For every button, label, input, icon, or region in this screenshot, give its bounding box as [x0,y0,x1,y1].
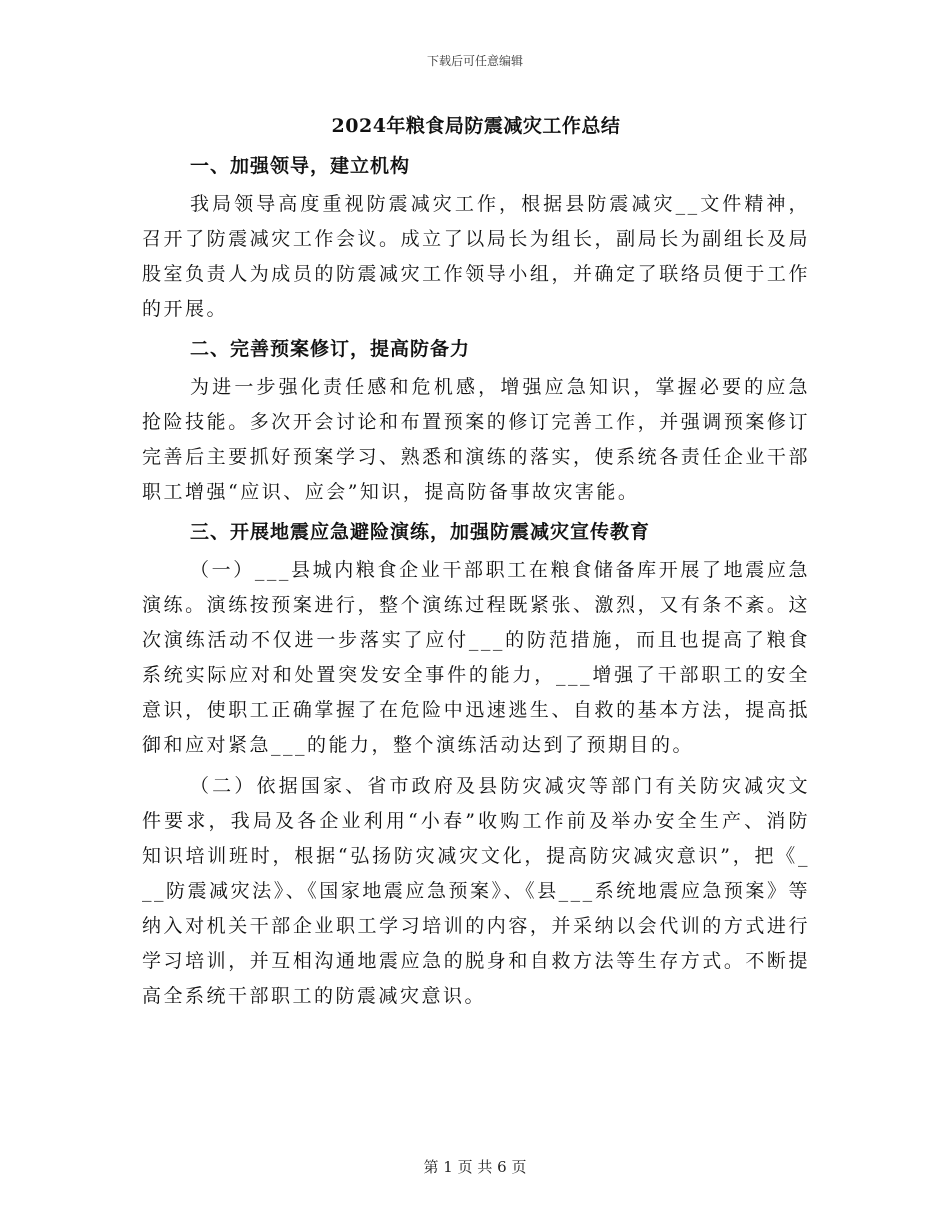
paragraph: （一）___县城内粮食企业干部职工在粮食储备库开展了地震应急演练。演练按预案进行，整个演练过程既紧张、激烈，又有条不紊。这次演练活动不仅进一步落实了应付___的防范措施，而且也提高了粮食系统实际应对和处置突发安全事件的能力，___增强了干部职工的安全意识，使职工正确掌握了在危险中迅速逃生、自救的基本方法，提高抵御和应对紧急___的能力，整个演练活动达到了预期目的。 [142,559,810,756]
section-heading: 一、加强领导，建立机构 [190,155,411,177]
section-heading: 三、开展地震应急避险演练，加强防震减灾宣传教育 [190,521,651,543]
paragraph: （二）依据国家、省市政府及县防灾减灾等部门有关防灾减灾文件要求，我局及各企业利用“小春”收购工作前及举办安全生产、消防知识培训班时，根据“弘扬防灾减灾文化，提高防灾减灾意识”，把《___防震减灾法》、《国家地震应急预案》、《县___系统地震应急预案》等纳入对机关干部企业职工学习培训的内容，并采纳以会代训的方式进行学习培训，并互相沟通地震应急的脱身和自救方法等生存方式。不断提高全系统干部职工的防震减灾意识。 [142,775,810,1007]
paragraph: 为进一步强化责任感和危机感，增强应急知识，掌握必要的应急抢险技能。多次开会讨论和布置预案的修订完善工作，并强调预案修订完善后主要抓好预案学习、熟悉和演练的落实，使系统各责任企业干部职工增强“应识、应会”知识，提高防备事故灾害能。 [142,376,810,503]
document-title: 2024年粮食局防震减灾工作总结 [331,115,621,137]
document-body [142,110,810,1020]
section-heading: 二、完善预案修订，提高防备力 [190,338,471,360]
header-note: 下载后可任意编辑 [426,54,523,68]
section-1 [142,150,810,327]
page-number-footer: 第 1 页 共 6 页 [423,1158,527,1176]
section-3 [142,516,810,1014]
section-2 [142,333,810,510]
paragraph: 我局领导高度重视防震减灾工作，根据县防震减灾__文件精神，召开了防震减灾工作会议。成立了以局长为组长，副局长为副组长及局股室负责人为成员的防震减灾工作领导小组，并确定了联络员便于工作的开展。 [142,193,810,320]
